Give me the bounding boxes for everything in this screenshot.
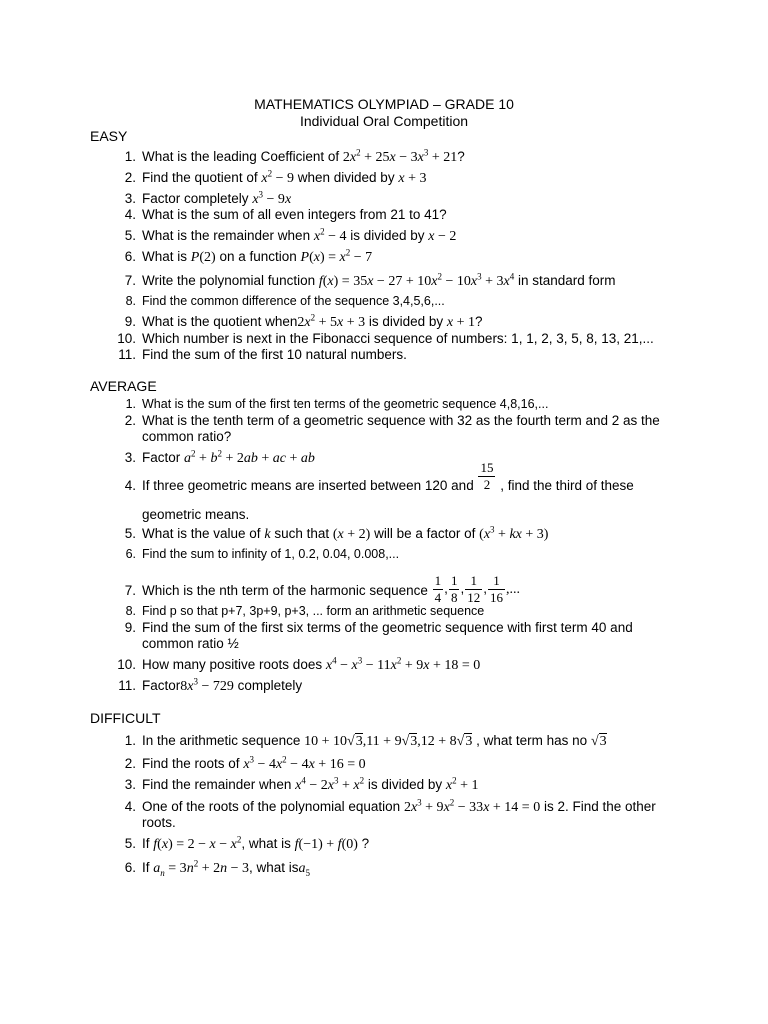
list-item: 6. What is P(2) on a function $P(x) = x^2 - 7$ <box>124 247 373 265</box>
math-expression: $x^4 - 2x^3 + x^2$ <box>295 775 365 793</box>
list-item: 6. If $a_n = 3n^2 + 2n - 3$, what isa$_5$ <box>124 858 311 878</box>
math-expression: $x^2 + 1$ <box>445 775 479 793</box>
section-heading-easy: EASY <box>90 128 128 144</box>
list-item: 4. What is the sum of all even integers from 21 to 41? <box>124 207 447 222</box>
list-item: 7. Write the polynomial function $f(x) = 35x - 27 + 10x^2 - 10x^3 + 3x^4$ in standard form <box>124 271 616 289</box>
list-item: 2. Find the quotient of $x^2 - 9$ when divided by x + 3 <box>124 168 427 186</box>
fraction: $\frac{15}{2}$ <box>480 459 494 492</box>
list-item: 4. If three geometric means are inserted between 120 and $\frac{15}{2}$ , find the third of these <box>124 459 634 493</box>
math-expression: x + 1 <box>446 315 476 330</box>
math-expression: ($x^3$ + kx + 3) <box>479 524 549 542</box>
list-item: 5. If $f(x) = 2 - x - x^2$, what is f(−1) + f(0) ? <box>124 834 370 852</box>
math-expression: (x + 2) <box>332 527 371 542</box>
list-item: 9. Find the sum of the first six terms of the geometric sequence with first term 40 and common ratio ½ <box>124 620 633 651</box>
list-item: 3. Find the remainder when $x^4 - 2x^3 + x^2$ is divided by $x^2 + 1$ <box>124 775 479 793</box>
math-expression: $a_5$ <box>298 861 311 878</box>
math-expression: $a_n = 3n^2 + 2n - 3$ <box>153 858 249 878</box>
list-item-continuation: geometric means. <box>142 507 250 522</box>
list-item: 5. What is the remainder when $x^2 - 4$ is divided by x − 2 <box>124 226 457 244</box>
list-item: 8. Find the common difference of the sequence 3,4,5,6,... <box>125 294 445 308</box>
list-item: 4. One of the roots of the polynomial equation $2x^3 + 9x^2 - 33x + 14 = 0$ is 2. Find the other roots. <box>124 797 656 830</box>
math-expression: $2x^2 + 5x + 3$ <box>297 312 366 330</box>
list-item: 11. Find the sum of the first 10 natural numbers. <box>118 347 407 362</box>
list-item: 7. Which is the nth term of the harmonic sequence $\frac{1}{4}$ , $\frac{1}{8}$ , $\frac{1}{12}$ , $\frac{1}{16}$ ,... <box>124 573 520 605</box>
math-expression: P(2) <box>190 250 216 265</box>
section-heading-difficult: DIFFICULT <box>90 710 161 726</box>
list-item: 11. $Factor8x^3 - 729$ completely <box>118 676 303 694</box>
math-expression: x + 3 <box>398 171 427 186</box>
list-item: 1. What is the leading Coefficient of $2x^2 + 25x - 3x^3 + 21$? <box>124 147 465 165</box>
page-title: MATHEMATICS OLYMPIAD – GRADE 10 <box>254 96 514 112</box>
list-item: 10. How many positive roots does $x^4 - x^3 - 11x^2 + 9x + 18 = 0$ <box>117 655 481 673</box>
math-expression: √3 <box>590 734 607 749</box>
list-item: 2. What is the tenth term of a geometric sequence with 32 as the fourth term and 2 as the common ratio? <box>124 413 660 444</box>
math-expression: $x^2 - 4$ <box>313 226 347 244</box>
math-expression: f(−1) + f(0) <box>294 837 358 852</box>
list-item: 1. In the arithmetic sequence 10 + 10√3,11 + 9√3,12 + 8√3 , what term has no √3 <box>124 733 607 749</box>
math-expression: $2x^2 + 25x - 3x^3 + 21$ <box>342 147 458 165</box>
list-item: 2. Find the roots of $x^3 - 4x^2 - 4x + 16 = 0$ <box>124 754 366 772</box>
math-expression: $x^3 - 9x$ <box>252 189 292 207</box>
list-item: 8. Find p so that p+7, 3p+9, p+3, ... form an arithmetic sequence <box>125 604 485 618</box>
list-item: 3. Factor $a^2 + b^2 + 2ab$ + ac + ab <box>124 448 315 466</box>
list-item: 10. Which number is next in the Fibonacci sequence of numbers: 1, 1, 2, 3, 5, 8, 13, 21,... <box>117 331 654 346</box>
section-heading-average: AVERAGE <box>90 378 157 394</box>
list-item: 3. Factor completely $x^3 - 9x$ <box>124 189 292 207</box>
math-expression: 10 + 10√3,11 + 9√3,12 + 8√3 <box>304 734 473 749</box>
page-subtitle: Individual Oral Competition <box>299 113 469 129</box>
list-item: 1. What is the sum of the first ten terms of the geometric sequence 4,8,16,... <box>125 397 549 411</box>
fraction-sequence: $\frac{1}{4}$ , $\frac{1}{8}$ , $\frac{1}{12}$ , $\frac{1}{16}$ ,... <box>434 573 520 605</box>
math-expression: $f(x) = 35x - 27 + 10x^2 - 10x^3 + 3x^4$ <box>318 271 515 289</box>
math-expression: $a^2 + b^2 + 2ab$ + ac + ab <box>184 448 315 466</box>
math-expression: k <box>264 527 271 542</box>
math-expression: $8x^3 - 729$ <box>180 676 234 694</box>
list-item: 5. What is the value of k such that (x + 2) will be a factor of ($x^3$ + kx + 3) <box>124 524 549 542</box>
math-expression: $P(x) = x^2 - 7$ <box>300 247 373 265</box>
list-item: 6. Find the sum to infinity of 1, 0.2, 0.04, 0.008,... <box>125 547 400 561</box>
math-expression: $x^2 - 9$ <box>261 168 294 186</box>
math-expression: $2x^3 + 9x^2 - 33x + 14 = 0$ <box>403 797 541 815</box>
math-expression: $f(x) = 2 - x - x^2$ <box>153 834 242 852</box>
math-expression: $x^4 - x^3 - 11x^2 + 9x + 18 = 0$ <box>325 655 481 673</box>
math-expression: $x^3 - 4x^2 - 4x + 16 = 0$ <box>243 754 366 772</box>
list-item: 9. What is the quotient $when2x^2 + 5x + 3$ is divided by x + 1? <box>124 312 483 330</box>
math-expression: x − 2 <box>428 229 457 244</box>
